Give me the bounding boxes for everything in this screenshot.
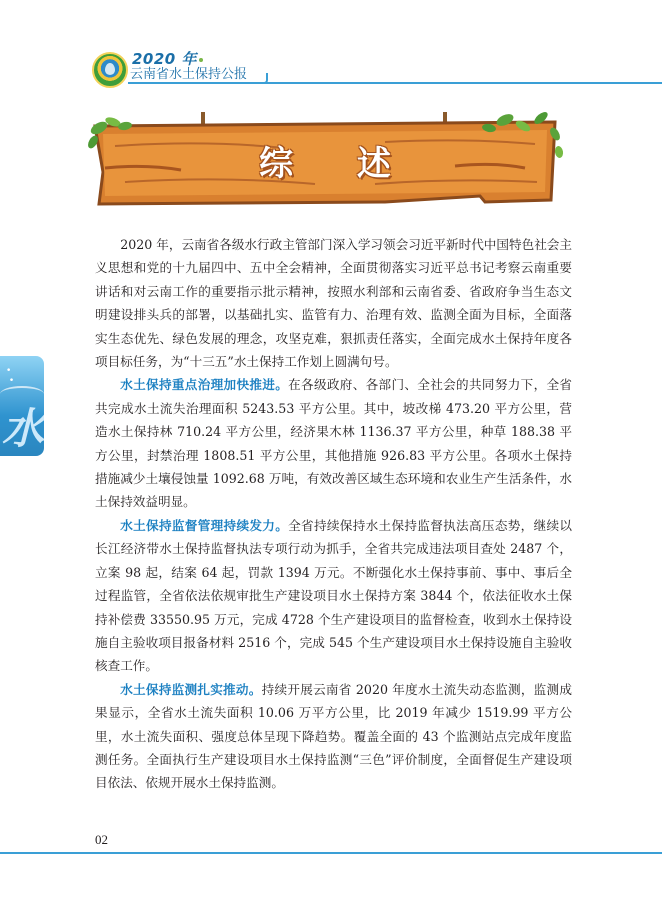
header-divider xyxy=(128,82,662,84)
paragraph-highlight: 水土保持监督管理持续发力。 xyxy=(120,517,289,533)
paragraph-intro xyxy=(95,233,572,373)
paragraph-text: 在各级政府、各部门、全社会的共同努力下，全省共完成水土流失治理面积 5243.53 平方公里。其中，坡改梯 473.20 平方公里，营造水土保持林 710.24 平方公里，经济果木林 1136.37 平方公里，种草 188.38 平方公里，封禁治理 1808.51 平方公里，其他措施 926.83 平方公里。各项水土保持措施减少土壤侵蚀量 1092.68 万吨，有效改善区域生态环境和农业生产生活条件，水土保持效益明显。 xyxy=(95,377,573,510)
side-tab xyxy=(0,356,44,456)
logo-icon xyxy=(92,52,128,88)
section-title: 综 述 xyxy=(259,144,417,184)
side-tab-char: 水 xyxy=(2,404,44,453)
page-number: 02 xyxy=(95,832,108,847)
paragraph-text: 全省持续保持水土保持监督执法高压态势，继续以长江经济带水土保持监督执法专项行动为抓手，全省共完成违法项目查处 2487 个，立案 98 起，结案 64 起，罚款 1394 万元。不断强化水土保持事前、事中、事后全过程监管，全省依法依规审批生产建设项目水土保持方案 3844 个，依法征收水土保持补偿费 33550.95 万元，完成 4728 个生产建设项目的监督检查，收到水土保持设施自主验收项目报备材料 2516 个，完成 545 个生产建设项目水土保持设施自主验收核查工作。 xyxy=(95,517,573,674)
water-drops-icon: • • xyxy=(6,366,15,386)
paragraph-governance xyxy=(95,373,572,513)
paragraph-text: 2020 年，云南省各级水行政主管部门深入学习领会习近平新时代中国特色社会主义思想和党的十九届四中、五中全会精神，全面贯彻落实习近平总书记考察云南重要讲话和对云南工作的重要指示批示精神，按照水利部和云南省委、省政府争当生态文明建设排头兵的部署，以基础扎实、监管有力、治理有效、监测全面为目标，全面落实生态优先、绿色发展的理念，攻坚克难，狠抓责任落实，全面完成水土保持年度各项目标任务，为“十三五”水土保持工作划上圆满句号。 xyxy=(95,237,572,370)
header-year: 2020 年 xyxy=(132,48,203,69)
paragraph-highlight: 水土保持重点治理加快推进。 xyxy=(120,377,289,393)
body-text xyxy=(95,233,572,795)
section-title-sign xyxy=(85,112,565,212)
header-report-title: 云南省水土保持公报 xyxy=(130,67,248,82)
paragraph-text: 持续开展云南省 2020 年度水土流失动态监测，监测成果显示，全省水土流失面积 10.06 万平方公里，比 2019 年减少 1519.99 平方公里，水土流失面积、强度总体呈现下降趋势。覆盖全面的 43 个监测站点完成年度监测任务。全面执行生产建设项目水土保持监测“三色”评价制度，全面督促生产建设项目依法、依规开展水土保持监测。 xyxy=(95,681,572,791)
footer-divider xyxy=(0,852,662,854)
paragraph-monitoring xyxy=(95,678,572,795)
paragraph-supervision xyxy=(95,514,572,678)
page-header xyxy=(0,0,662,110)
paragraph-highlight: 水土保持监测扎实推动。 xyxy=(120,681,262,697)
